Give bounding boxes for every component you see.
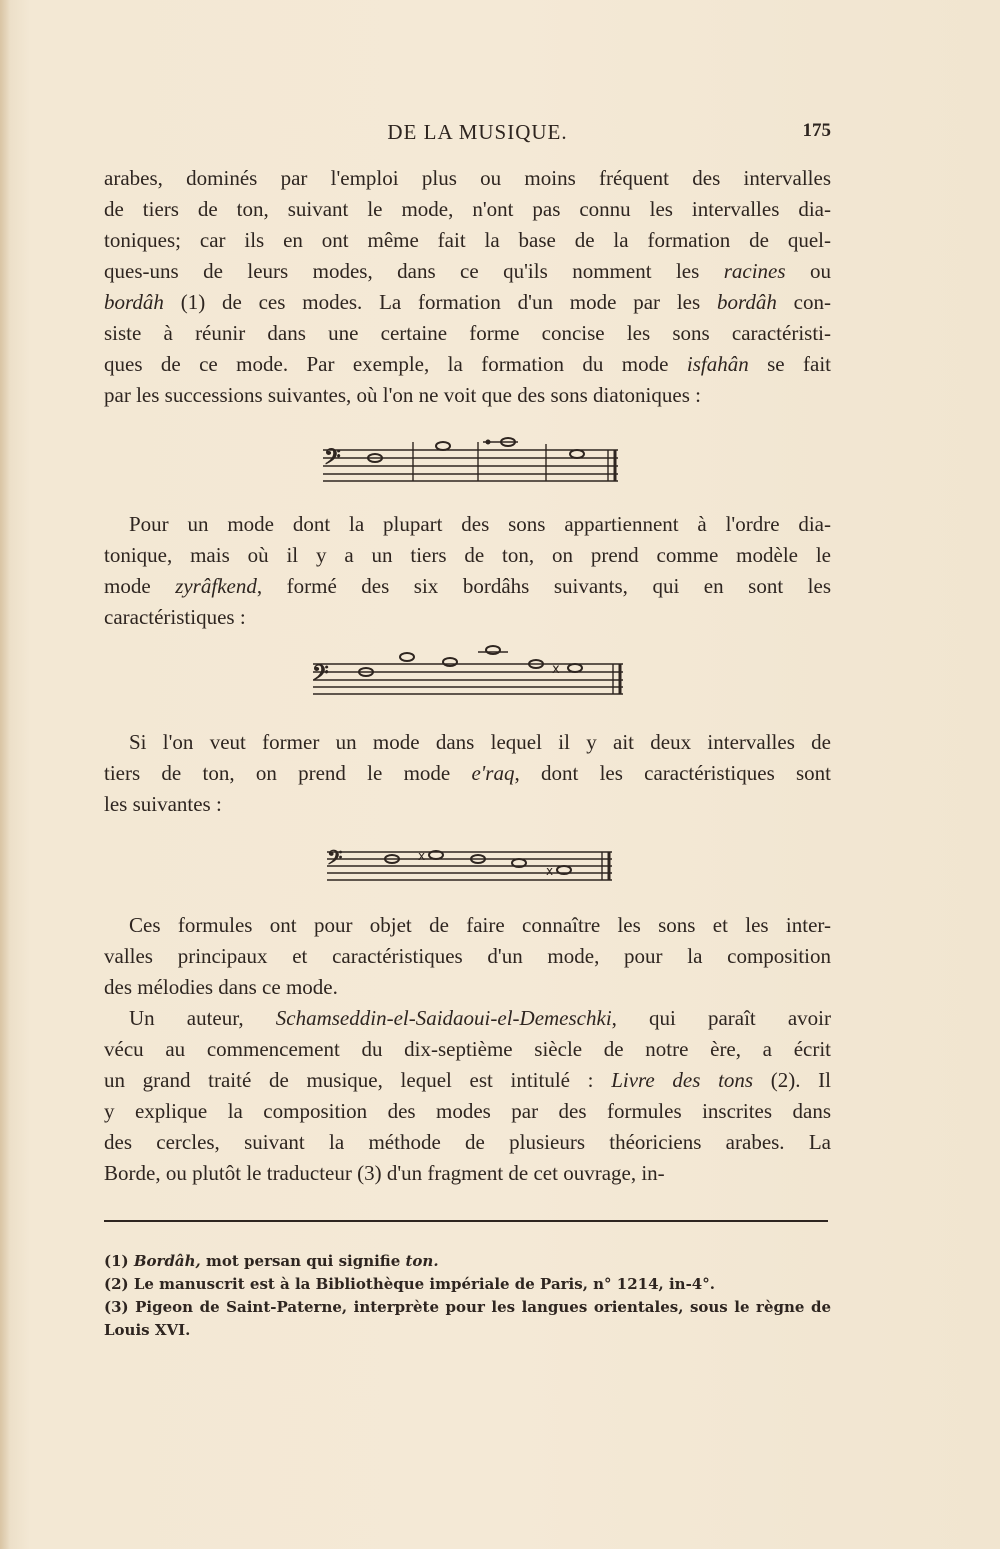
text-line: ques-uns de leurs modes, dans ce qu'ils nomment les racines ou <box>104 259 831 283</box>
text-line: tonique, mais où il y a un tiers de ton, on prend comme modèle le <box>104 543 831 567</box>
paragraph-2 <box>104 509 831 633</box>
italic-term: isfahân <box>686 352 749 376</box>
italic-term: Schamseddin-el-Saidaoui-el-Demeschki <box>275 1006 612 1030</box>
text-line: de tiers de ton, suivant le mode, n'ont pas connu les intervalles dia- <box>104 197 831 221</box>
text-line: des mélodies dans ce mode. <box>104 975 338 999</box>
music-example-eraq <box>322 846 617 888</box>
text-line: Ces formules ont pour objet de faire connaître les sons et les inter- <box>129 913 831 937</box>
running-head <box>104 120 831 150</box>
footnotes <box>104 1250 831 1342</box>
italic-term: racines <box>723 259 786 283</box>
text-line: (3) Pigeon de Saint-Paterne, interprète pour les langues orientales, sous le règne de <box>104 1298 831 1316</box>
text-line: caractéristiques : <box>104 605 246 629</box>
music-example-isfahan <box>318 434 623 486</box>
text-line: y explique la composition des modes par des formules inscrites dans <box>104 1099 831 1123</box>
svg-text:𝄢: 𝄢 <box>324 445 341 475</box>
italic-term: e'raq <box>471 761 515 785</box>
text-line: mode zyrâfkend, formé des six bordâhs suivants, qui en sont les <box>104 574 832 598</box>
paragraph-4 <box>104 910 831 1189</box>
text-line: (1) Bordâh, mot persan qui signifie ton. <box>104 1252 439 1270</box>
text-line: des cercles, suivant la méthode de plusieurs théoriciens arabes. La <box>104 1130 831 1154</box>
italic-term: Bordâh, <box>133 1252 201 1270</box>
bass-clef-icon <box>312 661 329 691</box>
text-line: par les successions suivantes, où l'on ne voit que des sons diatoniques : <box>104 383 701 407</box>
svg-text:𝄢: 𝄢 <box>327 846 343 874</box>
italic-term: bordâh <box>716 290 777 314</box>
svg-text:x: x <box>552 662 560 677</box>
page-edge-shadow <box>0 0 10 1549</box>
text-line: un grand traité de musique, lequel est intitulé : Livre des tons (2). Il <box>104 1068 831 1092</box>
text-line: siste à réunir dans une certaine forme concise les sons caractéristi- <box>104 321 831 345</box>
footnote-separator <box>104 1220 828 1222</box>
text-line: Pour un mode dont la plupart des sons appartiennent à l'ordre dia- <box>129 512 831 536</box>
italic-term: bordâh <box>104 290 164 314</box>
text-line: Borde, ou plutôt le traducteur (3) d'un fragment de cet ouvrage, in- <box>104 1161 665 1185</box>
italic-term: ton. <box>405 1252 439 1270</box>
italic-term: Livre des tons <box>611 1068 754 1092</box>
text-line: bordâh (1) de ces modes. La formation d'un mode par les bordâh con- <box>104 290 831 314</box>
svg-text:x: x <box>546 864 554 878</box>
text-line: (2) Le manuscrit est à la Bibliothèque impériale de Paris, n° 1214, in-4°. <box>104 1275 715 1293</box>
text-line: valles principaux et caractéristiques d'un mode, pour la composition <box>104 944 831 968</box>
text-line: ques de ce mode. Par exemple, la formation du mode isfahân se fait <box>104 352 831 376</box>
running-head-title: DE LA MUSIQUE. <box>387 120 568 144</box>
paragraph-3 <box>104 727 831 820</box>
text-line: les suivantes : <box>104 792 222 816</box>
text-line: Louis XVI. <box>104 1321 191 1339</box>
svg-text:𝄢: 𝄢 <box>312 661 329 691</box>
text-line: Un auteur, Schamseddin-el-Saidaoui-el-Demeschki, qui paraît avoir <box>129 1006 832 1030</box>
page-number: 175 <box>802 120 831 141</box>
paragraph-1 <box>104 163 831 411</box>
whole-note-icon <box>385 851 571 874</box>
svg-text:x: x <box>418 849 426 863</box>
italic-term: zyrâfkend <box>175 574 257 598</box>
music-example-zyrafkend <box>308 640 628 696</box>
bass-clef-icon <box>327 846 342 874</box>
text-line: toniques; car ils en ont même fait la base de la formation de quel- <box>104 228 831 252</box>
text-line: tiers de ton, on prend le mode e'raq, dont les caractéristiques sont <box>104 761 832 785</box>
text-line: vécu au commencement du dix-septième siècle de notre ère, a écrit <box>104 1037 831 1061</box>
bass-clef-icon <box>324 445 341 475</box>
text-line: arabes, dominés par l'emploi plus ou moins fréquent des intervalles <box>104 166 831 190</box>
text-line: Si l'on veut former un mode dans lequel il y ait deux intervalles de <box>129 730 831 754</box>
